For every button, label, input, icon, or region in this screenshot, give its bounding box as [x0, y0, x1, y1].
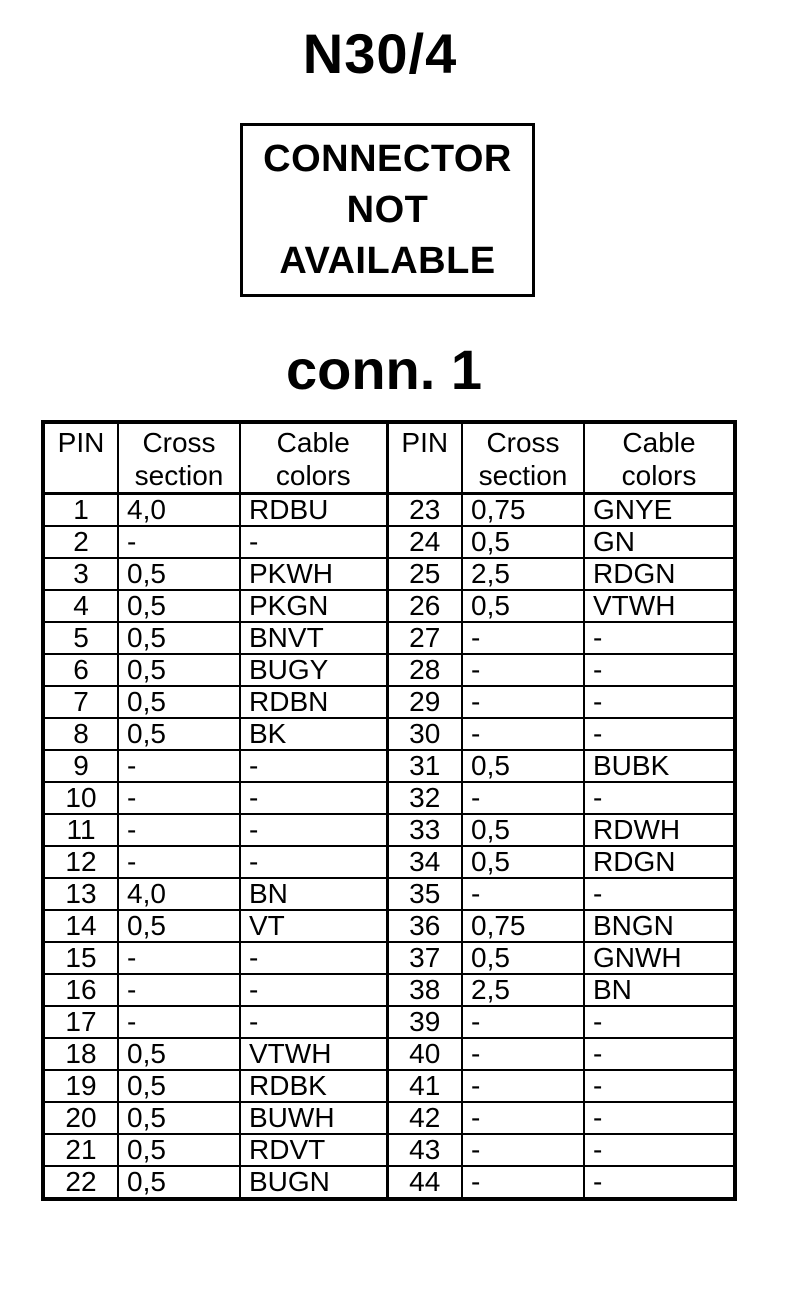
table-row: [43, 590, 735, 622]
pin-number-cell: 15: [43, 942, 118, 974]
table-row: [43, 814, 735, 846]
cross-section-cell: -: [118, 1006, 240, 1038]
pin-number-cell: 30: [387, 718, 462, 750]
cable-color-cell: RDBU: [240, 494, 387, 527]
cross-section-cell: 2,5: [462, 974, 584, 1006]
pin-number-cell: 10: [43, 782, 118, 814]
cable-color-cell: VT: [240, 910, 387, 942]
cross-section-cell: 0,5: [118, 1166, 240, 1199]
pin-number-cell: 37: [387, 942, 462, 974]
cross-section-cell: 0,5: [118, 1134, 240, 1166]
cross-section-cell: -: [118, 846, 240, 878]
cable-color-cell: RDGN: [584, 558, 735, 590]
cable-color-cell: PKGN: [240, 590, 387, 622]
pin-number-cell: 21: [43, 1134, 118, 1166]
notice-line: NOT: [346, 188, 429, 231]
cross-section-cell: 0,75: [462, 910, 584, 942]
pin-number-cell: 17: [43, 1006, 118, 1038]
cross-section-cell: 0,5: [118, 558, 240, 590]
pin-number-cell: 36: [387, 910, 462, 942]
cross-section-cell: -: [462, 718, 584, 750]
pin-number-cell: 2: [43, 526, 118, 558]
pin-number-cell: 14: [43, 910, 118, 942]
table-body: [43, 494, 735, 1200]
cross-section-cell: 4,0: [118, 878, 240, 910]
table-row: [43, 750, 735, 782]
cable-color-cell: RDWH: [584, 814, 735, 846]
pin-number-cell: 34: [387, 846, 462, 878]
cable-color-cell: RDVT: [240, 1134, 387, 1166]
pin-number-cell: 39: [387, 1006, 462, 1038]
pin-number-cell: 20: [43, 1102, 118, 1134]
cable-color-cell: BUGY: [240, 654, 387, 686]
pin-number-cell: 7: [43, 686, 118, 718]
cross-section-cell: 0,5: [118, 1102, 240, 1134]
cable-color-cell: -: [240, 782, 387, 814]
table-header-row: [43, 422, 735, 494]
table-row: [43, 622, 735, 654]
cross-section-cell: 2,5: [462, 558, 584, 590]
pin-number-cell: 25: [387, 558, 462, 590]
pin-number-cell: 8: [43, 718, 118, 750]
cross-section-cell: 0,5: [462, 846, 584, 878]
pin-number-cell: 27: [387, 622, 462, 654]
table-row: [43, 878, 735, 910]
connector-not-available-notice: [240, 123, 535, 297]
cable-color-cell: RDGN: [584, 846, 735, 878]
cable-color-cell: -: [584, 654, 735, 686]
cable-color-cell: -: [240, 526, 387, 558]
cross-section-cell: 0,75: [462, 494, 584, 527]
table-row: [43, 718, 735, 750]
table-row: [43, 974, 735, 1006]
cable-color-cell: -: [584, 878, 735, 910]
table-row: [43, 1166, 735, 1199]
cross-section-cell: -: [462, 1070, 584, 1102]
cable-color-cell: BN: [584, 974, 735, 1006]
table-row: [43, 526, 735, 558]
cross-section-cell: -: [462, 1102, 584, 1134]
pin-number-cell: 16: [43, 974, 118, 1006]
cable-color-cell: GN: [584, 526, 735, 558]
pin-number-cell: 40: [387, 1038, 462, 1070]
cable-color-cell: PKWH: [240, 558, 387, 590]
cable-color-cell: BUGN: [240, 1166, 387, 1199]
cable-color-cell: -: [240, 1006, 387, 1038]
table-row: [43, 686, 735, 718]
table-row: [43, 654, 735, 686]
notice-line: CONNECTOR: [263, 137, 512, 180]
pin-number-cell: 5: [43, 622, 118, 654]
cable-color-cell: -: [584, 1166, 735, 1199]
cross-section-cell: -: [462, 1038, 584, 1070]
cable-color-cell: BNVT: [240, 622, 387, 654]
cable-color-cell: -: [240, 942, 387, 974]
header-pin: PIN: [43, 422, 118, 494]
header-pin: PIN: [387, 422, 462, 494]
cross-section-cell: -: [462, 622, 584, 654]
cable-color-cell: -: [584, 1102, 735, 1134]
table-row: [43, 782, 735, 814]
cross-section-cell: 0,5: [118, 1070, 240, 1102]
pin-number-cell: 23: [387, 494, 462, 527]
cross-section-cell: 0,5: [462, 814, 584, 846]
pin-number-cell: 33: [387, 814, 462, 846]
cross-section-cell: -: [462, 782, 584, 814]
cross-section-cell: 0,5: [118, 622, 240, 654]
cross-section-cell: 0,5: [118, 910, 240, 942]
cross-section-cell: 0,5: [118, 1038, 240, 1070]
pin-number-cell: 44: [387, 1166, 462, 1199]
document-title: N30/4: [302, 22, 458, 85]
cross-section-cell: -: [118, 974, 240, 1006]
cable-color-cell: GNYE: [584, 494, 735, 527]
cable-color-cell: -: [584, 718, 735, 750]
header-cable-colors: Cable colors: [240, 422, 387, 494]
pin-number-cell: 4: [43, 590, 118, 622]
cable-color-cell: BN: [240, 878, 387, 910]
pin-number-cell: 38: [387, 974, 462, 1006]
table-row: [43, 494, 735, 527]
cross-section-cell: -: [118, 526, 240, 558]
cross-section-cell: -: [462, 878, 584, 910]
pin-number-cell: 9: [43, 750, 118, 782]
cable-color-cell: -: [240, 846, 387, 878]
cable-color-cell: -: [584, 1006, 735, 1038]
cross-section-cell: -: [118, 814, 240, 846]
pin-number-cell: 42: [387, 1102, 462, 1134]
table-row: [43, 1006, 735, 1038]
cross-section-cell: -: [462, 654, 584, 686]
cable-color-cell: RDBN: [240, 686, 387, 718]
cable-color-cell: -: [584, 782, 735, 814]
pin-number-cell: 31: [387, 750, 462, 782]
table-row: [43, 1134, 735, 1166]
cable-color-cell: -: [584, 1038, 735, 1070]
table-row: [43, 910, 735, 942]
cable-color-cell: GNWH: [584, 942, 735, 974]
cross-section-cell: -: [118, 782, 240, 814]
cross-section-cell: 4,0: [118, 494, 240, 527]
cross-section-cell: -: [462, 686, 584, 718]
cross-section-cell: -: [462, 1006, 584, 1038]
table-row: [43, 1070, 735, 1102]
table-row: [43, 1102, 735, 1134]
header-cable-colors: Cable colors: [584, 422, 735, 494]
cross-section-cell: -: [462, 1166, 584, 1199]
cable-color-cell: -: [584, 686, 735, 718]
cable-color-cell: -: [584, 622, 735, 654]
pin-number-cell: 26: [387, 590, 462, 622]
pin-number-cell: 22: [43, 1166, 118, 1199]
cross-section-cell: 0,5: [462, 750, 584, 782]
cable-color-cell: -: [584, 1070, 735, 1102]
cable-color-cell: BUBK: [584, 750, 735, 782]
pin-number-cell: 11: [43, 814, 118, 846]
cross-section-cell: 0,5: [118, 590, 240, 622]
pin-number-cell: 43: [387, 1134, 462, 1166]
cross-section-cell: -: [118, 750, 240, 782]
pin-number-cell: 6: [43, 654, 118, 686]
cross-section-cell: 0,5: [118, 718, 240, 750]
pin-number-cell: 41: [387, 1070, 462, 1102]
pin-number-cell: 28: [387, 654, 462, 686]
pin-number-cell: 13: [43, 878, 118, 910]
cross-section-cell: 0,5: [462, 526, 584, 558]
pin-number-cell: 24: [387, 526, 462, 558]
pin-number-cell: 18: [43, 1038, 118, 1070]
cross-section-cell: -: [118, 942, 240, 974]
cable-color-cell: VTWH: [584, 590, 735, 622]
notice-line: AVAILABLE: [279, 239, 496, 282]
table-row: [43, 558, 735, 590]
header-cross-section: Cross section: [462, 422, 584, 494]
cross-section-cell: 0,5: [118, 686, 240, 718]
cable-color-cell: -: [240, 974, 387, 1006]
pin-number-cell: 3: [43, 558, 118, 590]
connector-title: conn. 1: [285, 338, 483, 401]
cable-color-cell: RDBK: [240, 1070, 387, 1102]
cross-section-cell: -: [462, 1134, 584, 1166]
pin-number-cell: 12: [43, 846, 118, 878]
table-row: [43, 942, 735, 974]
cable-color-cell: -: [240, 814, 387, 846]
cross-section-cell: 0,5: [118, 654, 240, 686]
cable-color-cell: -: [240, 750, 387, 782]
cable-color-cell: VTWH: [240, 1038, 387, 1070]
pin-number-cell: 29: [387, 686, 462, 718]
cable-color-cell: BK: [240, 718, 387, 750]
header-cross-section: Cross section: [118, 422, 240, 494]
table-row: [43, 846, 735, 878]
pin-number-cell: 35: [387, 878, 462, 910]
pin-number-cell: 1: [43, 494, 118, 527]
cable-color-cell: -: [584, 1134, 735, 1166]
cross-section-cell: 0,5: [462, 942, 584, 974]
cable-color-cell: BNGN: [584, 910, 735, 942]
cross-section-cell: 0,5: [462, 590, 584, 622]
pin-number-cell: 19: [43, 1070, 118, 1102]
pin-number-cell: 32: [387, 782, 462, 814]
pin-assignment-table: [41, 420, 737, 1201]
table-row: [43, 1038, 735, 1070]
cable-color-cell: BUWH: [240, 1102, 387, 1134]
